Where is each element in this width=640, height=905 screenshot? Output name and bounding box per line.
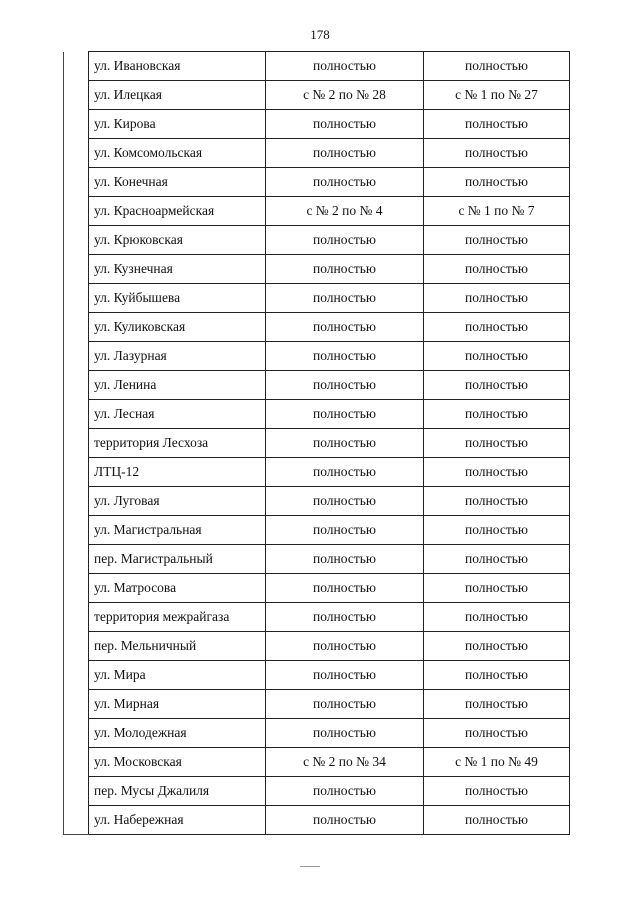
even-numbers-cell: с № 2 по № 34 <box>266 748 424 777</box>
street-name-cell: ул. Илецкая <box>89 81 266 110</box>
street-name-cell: ул. Куликовская <box>89 313 266 342</box>
odd-numbers-cell: полностью <box>424 429 570 458</box>
street-name-cell: ул. Московская <box>89 748 266 777</box>
table-row <box>64 458 570 487</box>
row-number-cell <box>64 516 89 545</box>
odd-numbers-cell: полностью <box>424 342 570 371</box>
even-numbers-cell: полностью <box>266 574 424 603</box>
row-number-cell <box>64 632 89 661</box>
table-row <box>64 516 570 545</box>
street-name-cell: пер. Мусы Джалиля <box>89 777 266 806</box>
even-numbers-cell: полностью <box>266 487 424 516</box>
row-number-cell <box>64 313 89 342</box>
odd-numbers-cell: полностью <box>424 777 570 806</box>
odd-numbers-cell: полностью <box>424 603 570 632</box>
street-table-body <box>64 52 570 835</box>
even-numbers-cell: полностью <box>266 429 424 458</box>
street-name-cell: ул. Мирная <box>89 690 266 719</box>
row-number-cell <box>64 777 89 806</box>
odd-numbers-cell: полностью <box>424 719 570 748</box>
odd-numbers-cell: полностью <box>424 516 570 545</box>
table-row <box>64 313 570 342</box>
row-number-cell <box>64 719 89 748</box>
odd-numbers-cell: полностью <box>424 284 570 313</box>
even-numbers-cell: полностью <box>266 110 424 139</box>
row-number-cell <box>64 255 89 284</box>
row-number-cell <box>64 429 89 458</box>
street-name-cell: ул. Конечная <box>89 168 266 197</box>
street-name-cell: ул. Луговая <box>89 487 266 516</box>
street-name-cell: пер. Мельничный <box>89 632 266 661</box>
street-name-cell: территория Лесхоза <box>89 429 266 458</box>
page-number: 178 <box>310 27 330 42</box>
odd-numbers-cell: с № 1 по № 27 <box>424 81 570 110</box>
row-number-cell <box>64 603 89 632</box>
table-row <box>64 371 570 400</box>
odd-numbers-cell: полностью <box>424 690 570 719</box>
street-name-cell: ул. Кузнечная <box>89 255 266 284</box>
street-name-cell: ул. Крюковская <box>89 226 266 255</box>
street-name-cell: территория межрайгаза <box>89 603 266 632</box>
street-name-cell: ул. Красноармейская <box>89 197 266 226</box>
street-name-cell: ул. Мира <box>89 661 266 690</box>
row-number-cell <box>64 110 89 139</box>
table-row <box>64 139 570 168</box>
street-name-cell: ул. Ивановская <box>89 52 266 81</box>
row-number-cell <box>64 400 89 429</box>
table-row <box>64 545 570 574</box>
even-numbers-cell: полностью <box>266 400 424 429</box>
even-numbers-cell: с № 2 по № 4 <box>266 197 424 226</box>
street-name-cell: ул. Комсомольская <box>89 139 266 168</box>
row-number-cell <box>64 661 89 690</box>
odd-numbers-cell: полностью <box>424 487 570 516</box>
table-row <box>64 52 570 81</box>
row-number-cell <box>64 371 89 400</box>
odd-numbers-cell: полностью <box>424 661 570 690</box>
row-number-cell <box>64 458 89 487</box>
table-row <box>64 197 570 226</box>
odd-numbers-cell: полностью <box>424 313 570 342</box>
even-numbers-cell: полностью <box>266 371 424 400</box>
table-row <box>64 168 570 197</box>
row-number-cell <box>64 197 89 226</box>
street-name-cell: ул. Набережная <box>89 806 266 835</box>
street-name-cell: пер. Магистральный <box>89 545 266 574</box>
even-numbers-cell: полностью <box>266 777 424 806</box>
odd-numbers-cell: полностью <box>424 110 570 139</box>
street-table <box>63 51 570 835</box>
scan-artifact <box>300 866 320 867</box>
street-name-cell: ул. Молодежная <box>89 719 266 748</box>
even-numbers-cell: полностью <box>266 458 424 487</box>
odd-numbers-cell: полностью <box>424 168 570 197</box>
odd-numbers-cell: полностью <box>424 632 570 661</box>
table-row <box>64 777 570 806</box>
table-row <box>64 400 570 429</box>
street-name-cell: ул. Лесная <box>89 400 266 429</box>
street-name-cell: ул. Матросова <box>89 574 266 603</box>
odd-numbers-cell: полностью <box>424 226 570 255</box>
table-row <box>64 255 570 284</box>
even-numbers-cell: полностью <box>266 516 424 545</box>
row-number-cell <box>64 139 89 168</box>
table-row <box>64 487 570 516</box>
even-numbers-cell: полностью <box>266 168 424 197</box>
street-table-container <box>63 51 570 835</box>
even-numbers-cell: полностью <box>266 719 424 748</box>
even-numbers-cell: полностью <box>266 255 424 284</box>
row-number-cell <box>64 545 89 574</box>
street-name-cell: ул. Куйбышева <box>89 284 266 313</box>
odd-numbers-cell: полностью <box>424 806 570 835</box>
street-name-cell: ул. Кирова <box>89 110 266 139</box>
table-row <box>64 661 570 690</box>
odd-numbers-cell: с № 1 по № 7 <box>424 197 570 226</box>
even-numbers-cell: полностью <box>266 603 424 632</box>
street-name-cell: ЛТЦ-12 <box>89 458 266 487</box>
table-row <box>64 429 570 458</box>
row-number-cell <box>64 168 89 197</box>
row-number-cell <box>64 52 89 81</box>
table-row <box>64 748 570 777</box>
table-row <box>64 574 570 603</box>
odd-numbers-cell: полностью <box>424 574 570 603</box>
table-row <box>64 110 570 139</box>
even-numbers-cell: полностью <box>266 52 424 81</box>
row-number-cell <box>64 748 89 777</box>
table-row <box>64 690 570 719</box>
even-numbers-cell: полностью <box>266 661 424 690</box>
even-numbers-cell: полностью <box>266 284 424 313</box>
odd-numbers-cell: полностью <box>424 458 570 487</box>
table-row <box>64 226 570 255</box>
row-number-cell <box>64 574 89 603</box>
row-number-cell <box>64 806 89 835</box>
street-name-cell: ул. Ленина <box>89 371 266 400</box>
even-numbers-cell: с № 2 по № 28 <box>266 81 424 110</box>
table-row <box>64 81 570 110</box>
even-numbers-cell: полностью <box>266 139 424 168</box>
odd-numbers-cell: полностью <box>424 371 570 400</box>
row-number-cell <box>64 284 89 313</box>
odd-numbers-cell: полностью <box>424 52 570 81</box>
row-number-cell <box>64 342 89 371</box>
even-numbers-cell: полностью <box>266 632 424 661</box>
table-row <box>64 632 570 661</box>
even-numbers-cell: полностью <box>266 342 424 371</box>
even-numbers-cell: полностью <box>266 690 424 719</box>
even-numbers-cell: полностью <box>266 545 424 574</box>
odd-numbers-cell: полностью <box>424 400 570 429</box>
table-row <box>64 603 570 632</box>
table-row <box>64 284 570 313</box>
table-row <box>64 806 570 835</box>
row-number-cell <box>64 226 89 255</box>
table-row <box>64 719 570 748</box>
even-numbers-cell: полностью <box>266 806 424 835</box>
odd-numbers-cell: полностью <box>424 139 570 168</box>
table-row <box>64 342 570 371</box>
row-number-cell <box>64 487 89 516</box>
even-numbers-cell: полностью <box>266 313 424 342</box>
odd-numbers-cell: полностью <box>424 545 570 574</box>
odd-numbers-cell: с № 1 по № 49 <box>424 748 570 777</box>
street-name-cell: ул. Магистральная <box>89 516 266 545</box>
row-number-cell <box>64 690 89 719</box>
odd-numbers-cell: полностью <box>424 255 570 284</box>
even-numbers-cell: полностью <box>266 226 424 255</box>
street-name-cell: ул. Лазурная <box>89 342 266 371</box>
row-number-cell <box>64 81 89 110</box>
